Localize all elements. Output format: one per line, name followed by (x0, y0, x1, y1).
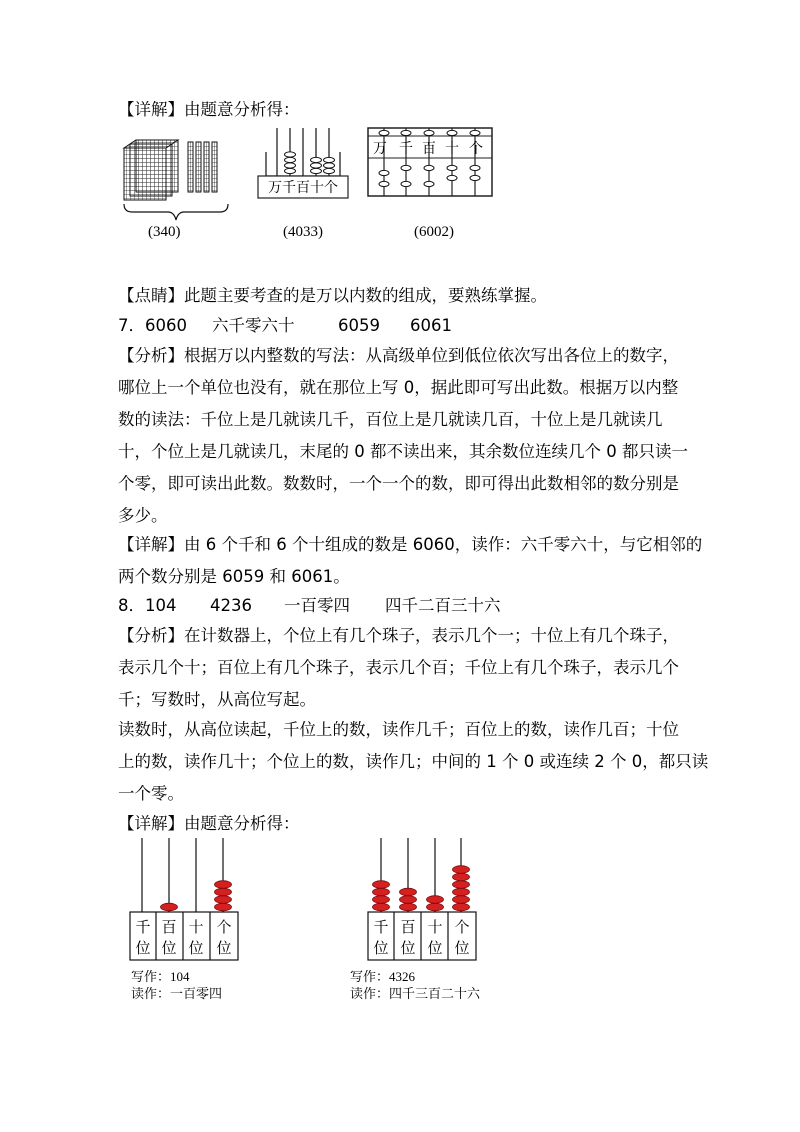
q7-detail-2: 两个数分别是 6059 和 6061。 (118, 567, 350, 586)
label-wan: 万 (373, 142, 387, 157)
abacus-bead (373, 896, 390, 904)
place-ge-wei: 位 (454, 941, 470, 957)
abacus-bead (427, 903, 444, 911)
abacus-bead (215, 896, 232, 904)
q7-answer-reading: 六千零六十 (212, 316, 295, 335)
caption-6002: (6002) (414, 224, 454, 240)
place-bai: 百 (161, 920, 177, 936)
abacus-bead (161, 903, 178, 911)
abacus-bead (427, 896, 444, 904)
abacus-bead (453, 896, 470, 904)
abacus-bead (453, 888, 470, 896)
place-ge: 个 (216, 920, 232, 936)
abacus-bead (453, 873, 470, 881)
q7-detail-1: 【详解】由 6 个千和 6 个十组成的数是 6060，读作：六千零六十，与它相邻的 (118, 535, 703, 554)
q8-analysis-6: 一个零。 (118, 784, 184, 803)
q7-answer-prev: 6059 (338, 316, 380, 335)
cube-stack (124, 140, 178, 200)
beads-tens (311, 157, 322, 173)
abacus-b-write: 写作：4326 (350, 969, 416, 984)
q8-analysis-4: 读数时，从高位读起，千位上的数，读作几千；百位上的数，读作几百；十位 (118, 720, 679, 739)
place-shi: 十 (188, 920, 204, 936)
q7-analysis-2: 哪位上一个单位也没有，就在那位上写 0，据此即可写出此数。根据万以内整 (118, 378, 679, 397)
detail-line-6: 【详解】由题意分析得： (118, 100, 300, 119)
abacus-bead (215, 888, 232, 896)
abacus-bead (453, 866, 470, 874)
abacus-bead (400, 903, 417, 911)
q8-answer-2: 4236 (210, 596, 252, 615)
place-shi: 十 (427, 920, 443, 936)
abacus-bead (215, 903, 232, 911)
red-abacus-4326 (364, 838, 484, 964)
q7-analysis-1: 【分析】根据万以内整数的写法：从高级单位到低位依次写出各位上的数字， (118, 346, 679, 365)
place-qian-wei: 位 (135, 941, 151, 957)
caption-4033: (4033) (283, 224, 323, 240)
abacus-bead (373, 888, 390, 896)
place-qian: 千 (135, 920, 151, 936)
review-line-6: 【点睛】此题主要考查的是万以内数的组成，要熟练掌握。 (118, 286, 547, 305)
abacus-6002 (366, 126, 496, 206)
q8-analysis-1: 【分析】在计数器上，个位上有几个珠子，表示几个一；十位上有几个珠子， (118, 626, 679, 645)
q7-analysis-3: 数的读法：千位上是几就读几千，百位上是几就读几百，十位上是几就读几 (118, 410, 663, 429)
place-bai-wei: 位 (161, 941, 177, 957)
place-bai-wei: 位 (400, 941, 416, 957)
q8-analysis-3: 千；写数时，从高位写起。 (118, 690, 316, 709)
place-shi-wei: 位 (188, 941, 204, 957)
abacus-bead (453, 903, 470, 911)
brace (124, 204, 228, 220)
abacus-a-read: 读作：一百零四 (131, 986, 223, 1001)
q8-analysis-2: 表示几个十；百位上有几个珠子，表示几个百；千位上有几个珠子，表示几个 (118, 658, 679, 677)
q7-analysis-6: 多少。 (118, 506, 168, 525)
q7-answer-next: 6061 (410, 316, 452, 335)
abacus-bead (400, 888, 417, 896)
abacus-bead (215, 881, 232, 889)
abacus-place-label: 万千百十个 (268, 181, 338, 196)
place-shi-wei: 位 (427, 941, 443, 957)
label-qian: 千 (399, 142, 413, 157)
q8-number: 8．104 (118, 596, 177, 615)
beads-thousands (285, 152, 296, 174)
beads-ones (324, 157, 335, 173)
q8-analysis-5: 上的数，读作几十；个位上的数，读作几；中间的 1 个 0 或连续 2 个 0，都只读 (118, 752, 709, 771)
abacus-bead (373, 881, 390, 889)
place-qian-wei: 位 (373, 941, 389, 957)
red-abacus-104 (128, 838, 248, 964)
place-bai: 百 (400, 920, 416, 936)
place-qian: 千 (373, 920, 389, 936)
abacus-bead (373, 903, 390, 911)
abacus-a-write: 写作：104 (131, 969, 190, 984)
label-bai: 百 (422, 142, 436, 157)
caption-340: (340) (148, 224, 181, 240)
q7-number: 7．6060 (118, 316, 187, 335)
abacus-4033 (252, 128, 362, 208)
place-ge: 个 (454, 920, 470, 936)
label-ge: 个 (469, 142, 483, 157)
q8-detail: 【详解】由题意分析得： (118, 814, 300, 833)
q7-analysis-4: 十，个位上是几就读几，末尾的 0 都不读出来，其余数位连续几个 0 都只读一 (118, 442, 688, 461)
abacus-b-read: 读作：四千三百二十六 (350, 986, 481, 1001)
ten-sticks (188, 142, 217, 192)
q8-answer-3: 一百零四 (284, 596, 350, 615)
label-shi: 十 (445, 142, 459, 157)
q7-analysis-5: 个零，即可读出此数。数数时，一个一个的数，即可得出此数相邻的数分别是 (118, 474, 679, 493)
q8-answer-4: 四千二百三十六 (385, 596, 501, 615)
place-ge-wei: 位 (216, 941, 232, 957)
abacus-bead (400, 896, 417, 904)
abacus-bead (453, 881, 470, 889)
